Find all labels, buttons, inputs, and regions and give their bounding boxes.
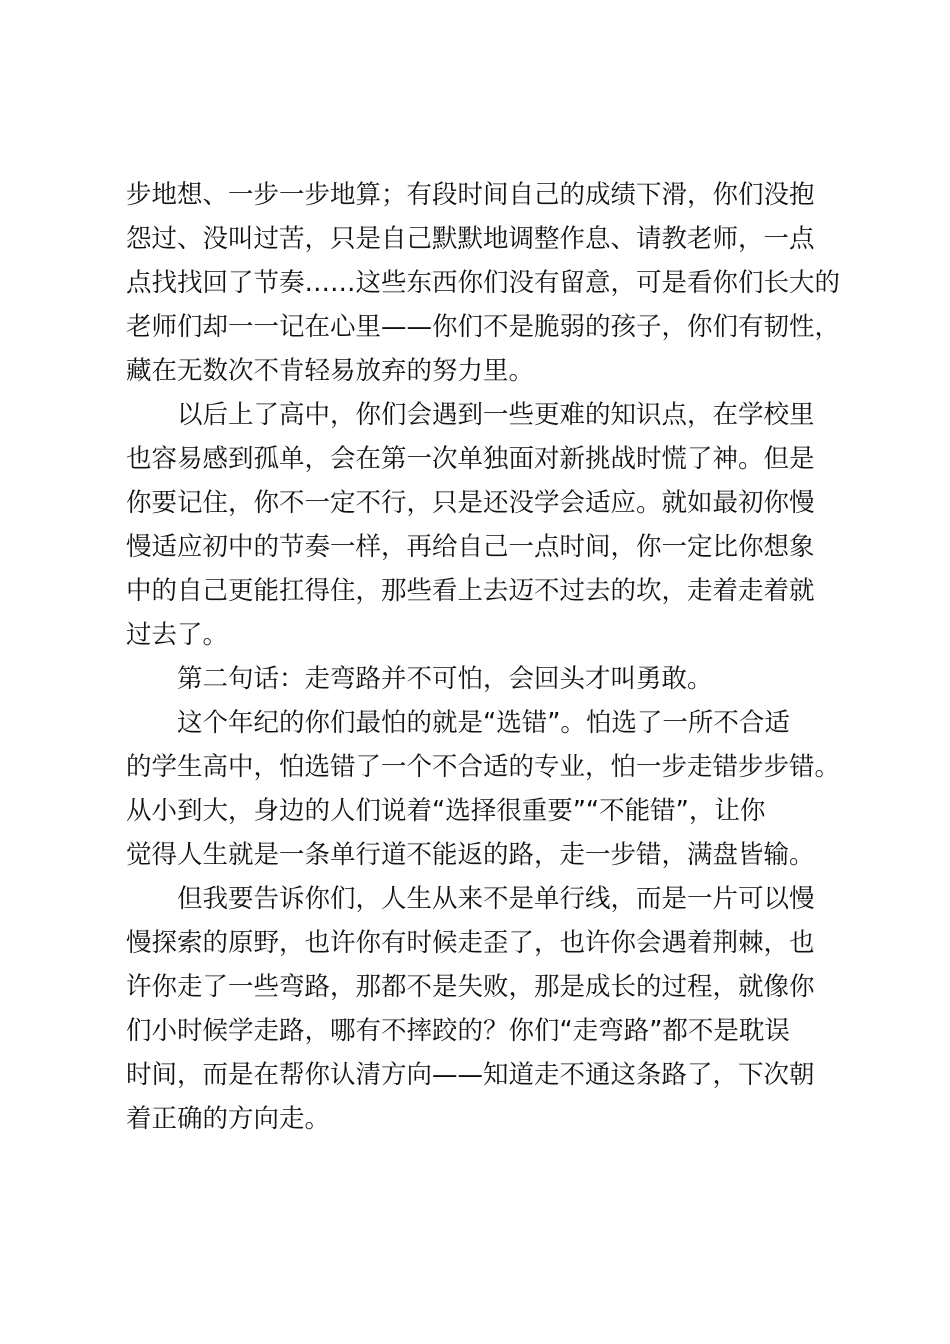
text-line: 这个年纪的你们最怕的就是“选错”。怕选了一所不合适	[177, 708, 790, 738]
text-line: 过去了。	[126, 620, 229, 650]
text-line: 们小时候学走路，哪有不摔跤的？你们“走弯路”都不是耽误	[126, 1016, 790, 1046]
text-line: 时间，而是在帮你认清方向——知道走不通这条路了，下次朝	[126, 1060, 815, 1090]
text-line: 中的自己更能扛得住，那些看上去迈不过去的坎，走着走着就	[126, 576, 815, 606]
body-text	[126, 173, 846, 1141]
text-line: 以后上了高中，你们会遇到一些更难的知识点，在学校里	[177, 400, 815, 430]
text-line: 但我要告诉你们，人生从来不是单行线，而是一片可以慢	[177, 884, 815, 914]
text-line: 的学生高中，怕选错了一个不合适的专业，怕一步走错步步错。	[126, 752, 841, 782]
text-line: 藏在无数次不肯轻易放弃的努力里。	[126, 356, 535, 386]
text-line: 也容易感到孤单，会在第一次单独面对新挑战时慌了神。但是	[126, 444, 815, 474]
text-line: 步地想、一步一步地算；有段时间自己的成绩下滑，你们没抱	[126, 180, 815, 210]
text-line: 怨过、没叫过苦，只是自己默默地调整作息、请教老师，一点	[126, 224, 815, 254]
text-line: 点找找回了节奏……这些东西你们没有留意，可是看你们长大的	[126, 268, 841, 298]
text-line: 慢探索的原野，也许你有时候走歪了，也许你会遇着荆棘，也	[126, 928, 815, 958]
text-line: 从小到大，身边的人们说着“选择很重要”“不能错”，让你	[126, 796, 766, 826]
text-line: 老师们却一一记在心里——你们不是脆弱的孩子，你们有韧性，	[126, 312, 841, 342]
text-line: 慢适应初中的节奏一样，再给自己一点时间，你一定比你想象	[126, 532, 815, 562]
text-line: 觉得人生就是一条单行道不能返的路，走一步错，满盘皆输。	[126, 840, 815, 870]
text-line: 你要记住，你不一定不行，只是还没学会适应。就如最初你慢	[126, 488, 815, 518]
text-line: 许你走了一些弯路，那都不是失败，那是成长的过程，就像你	[126, 972, 815, 1002]
text-line: 第二句话：走弯路并不可怕，会回头才叫勇敢。	[177, 664, 713, 694]
text-line: 着正确的方向走。	[126, 1104, 331, 1134]
